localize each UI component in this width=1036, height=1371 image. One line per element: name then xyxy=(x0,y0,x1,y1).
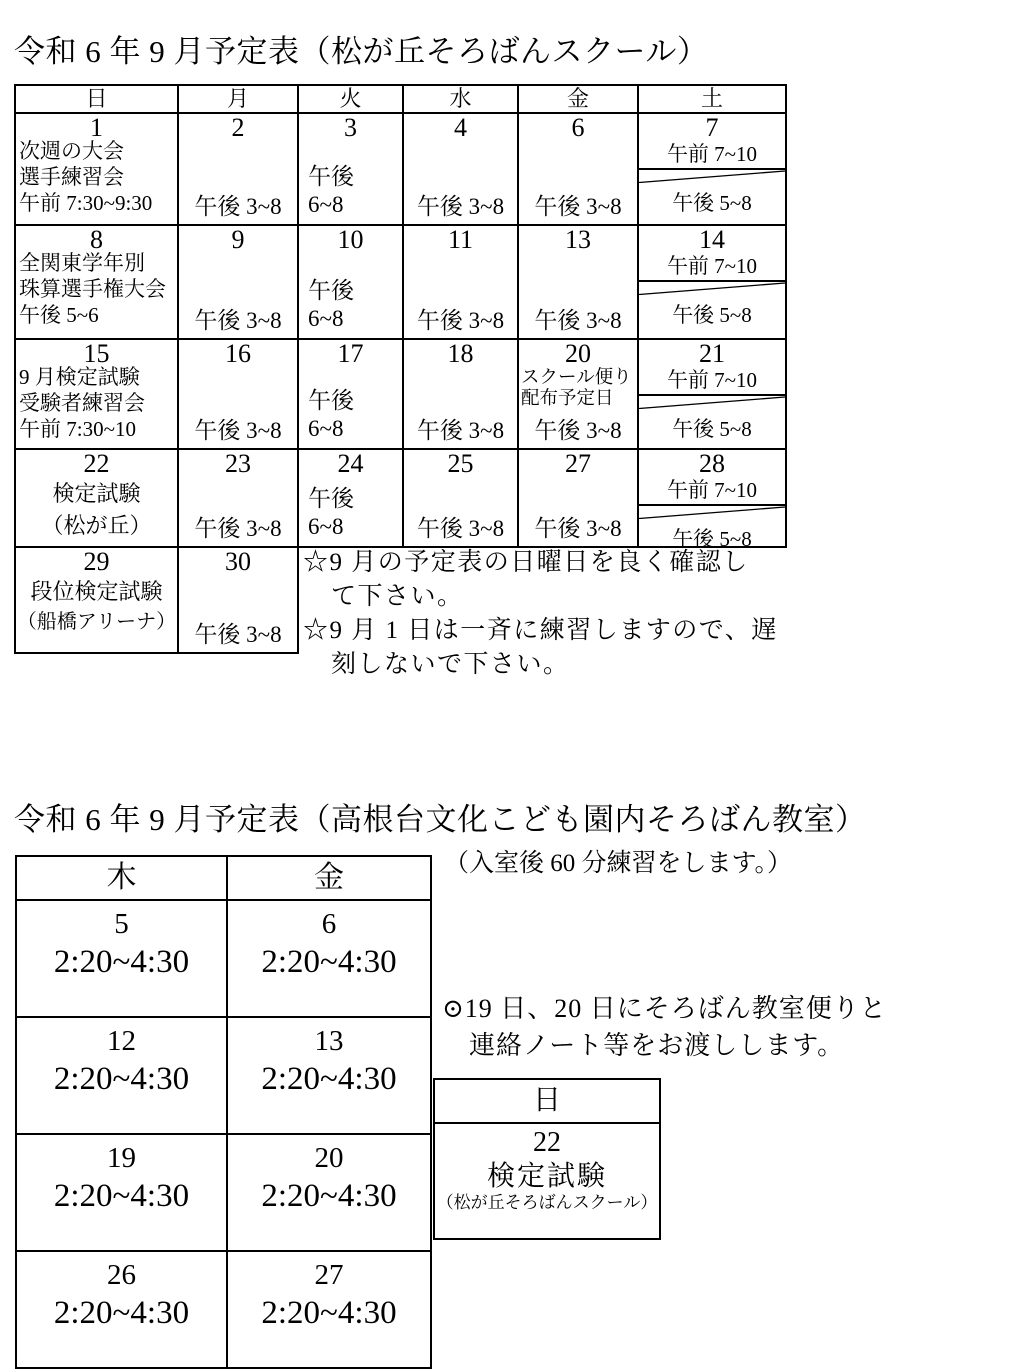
cell-day-25 xyxy=(403,449,518,547)
weekday-header-sun: 日 xyxy=(434,1079,660,1123)
event-line: 受験者練習会 xyxy=(19,391,145,416)
session-time: 2:20~4:30 xyxy=(53,1294,190,1331)
diagonal-slash-icon xyxy=(639,506,785,519)
day-number: 25 xyxy=(447,449,474,478)
diagonal-slash-icon xyxy=(639,170,785,183)
session-time: 6~8 xyxy=(308,416,344,442)
session-time-pm: 午後 5~8 xyxy=(672,303,752,328)
cell-day-30 xyxy=(178,547,298,653)
week-row-4 xyxy=(16,1251,431,1368)
day-number: 21 xyxy=(699,339,725,368)
session-time: 午後 3~8 xyxy=(534,307,622,333)
day-number: 1 xyxy=(90,113,103,142)
session-time: 午後 3~8 xyxy=(534,515,622,541)
cell-day-6 xyxy=(518,113,638,225)
session-time: 6~8 xyxy=(308,306,344,332)
session-time-pm: 午後 5~8 xyxy=(672,191,752,216)
event-line: 9 月検定試験 xyxy=(19,365,140,390)
day-number: 24 xyxy=(337,449,364,478)
mini-sunday-table xyxy=(433,1078,661,1240)
day-number: 6 xyxy=(321,908,337,940)
day-number: 20 xyxy=(565,339,591,368)
weekday-header-fri: 金 xyxy=(518,85,638,113)
session-time: 午後 xyxy=(308,163,354,189)
session-time: 6~8 xyxy=(308,514,344,540)
event-line: スクール便り xyxy=(521,368,632,389)
session-time: 午後 xyxy=(308,387,354,413)
session-time: 午後 3~8 xyxy=(194,193,282,219)
day-number: 27 xyxy=(314,1259,344,1291)
session-time-am: 午前 7~10 xyxy=(639,254,785,282)
cell-day-22-exam xyxy=(434,1123,660,1239)
session-time: 午後 3~8 xyxy=(416,417,505,443)
event-line: 段位検定試験 xyxy=(30,579,163,605)
session-time-am: 午前 7~10 xyxy=(639,368,785,396)
cell-day-20 xyxy=(518,339,638,449)
event-line: 検定試験 xyxy=(52,481,141,507)
day-number: 11 xyxy=(447,225,474,254)
day-number: 3 xyxy=(344,113,357,142)
day-number: 12 xyxy=(107,1025,136,1057)
cell-day-20 xyxy=(227,1134,431,1251)
weekday-header-sat: 土 xyxy=(638,85,786,113)
newsletter-note xyxy=(442,990,887,1064)
week-row-3 xyxy=(16,1134,431,1251)
cell-day-27 xyxy=(518,449,638,547)
session-time: 2:20~4:30 xyxy=(53,1060,190,1097)
weekday-header-row xyxy=(16,856,431,900)
day-number: 2 xyxy=(231,113,245,142)
cell-day-18 xyxy=(403,339,518,449)
notes-section1 xyxy=(303,546,778,682)
session-time: 2:20~4:30 xyxy=(53,1177,190,1214)
day-number: 22 xyxy=(533,1127,561,1158)
day-number: 8 xyxy=(90,225,103,254)
week-row-1 xyxy=(15,113,786,225)
cell-day-28 xyxy=(638,449,786,552)
session-time: 2:20~4:30 xyxy=(261,943,397,980)
cell-day-11 xyxy=(403,225,518,339)
cell-day-10 xyxy=(298,225,403,339)
weekday-header-sun: 日 xyxy=(15,85,178,113)
cell-day-1 xyxy=(15,113,178,225)
cell-day-9 xyxy=(178,225,298,339)
event-line: 検定試験 xyxy=(486,1160,607,1192)
week-row-3 xyxy=(15,339,786,449)
event-line: 次週の大会 xyxy=(19,139,124,164)
event-line: 午後 5~6 xyxy=(19,303,99,328)
session-time: 午後 3~8 xyxy=(534,417,622,443)
event-line: （松が丘そろばんスクール） xyxy=(436,1193,658,1213)
day-number: 30 xyxy=(225,547,251,576)
star-note-line: 刻しないで下さい。 xyxy=(331,651,570,678)
session-time: 午後 3~8 xyxy=(194,307,282,333)
session-time: 午後 3~8 xyxy=(534,193,622,219)
day-number: 23 xyxy=(225,449,251,478)
cell-day-7 xyxy=(638,113,786,225)
day-number: 26 xyxy=(107,1259,136,1291)
day-number: 7 xyxy=(705,113,719,142)
event-line: 午前 7:30~10 xyxy=(19,417,136,442)
event-line: 配布予定日 xyxy=(521,389,614,410)
day-number: 27 xyxy=(565,449,591,478)
star-note-line: ☆9 月 1 日は一斉に練習しますので、遅 xyxy=(303,617,778,644)
day-number: 29 xyxy=(83,547,110,576)
diagonal-slash-icon xyxy=(639,396,785,409)
weekday-header-wed: 水 xyxy=(403,85,518,113)
event-line: 選手練習会 xyxy=(19,165,124,190)
cell-day-21 xyxy=(638,339,786,449)
session-time-am: 午前 7~10 xyxy=(639,478,785,506)
weekday-header-row xyxy=(434,1079,660,1123)
day-number: 15 xyxy=(83,339,110,368)
week-row-4 xyxy=(15,449,786,547)
weekday-header-thu: 木 xyxy=(16,856,227,900)
cell-day-19 xyxy=(16,1134,227,1251)
day-number: 19 xyxy=(107,1142,136,1174)
day-number: 18 xyxy=(447,339,474,368)
week-row-2 xyxy=(15,225,786,339)
day-number: 6 xyxy=(571,113,585,142)
session-time: 2:20~4:30 xyxy=(261,1177,397,1214)
cell-day-24 xyxy=(298,449,403,547)
session-time: 午後 xyxy=(308,485,354,511)
day-number: 13 xyxy=(314,1025,344,1057)
day-number: 9 xyxy=(231,225,245,254)
session-time: 2:20~4:30 xyxy=(261,1294,397,1331)
week-row-2 xyxy=(16,1017,431,1134)
session-time: 午後 3~8 xyxy=(194,515,282,541)
event-line: 午前 7:30~9:30 xyxy=(19,191,153,216)
star-note-line: て下さい。 xyxy=(331,583,464,610)
newsletter-note-line: 連絡ノート等をお渡しします。 xyxy=(469,1031,845,1060)
newsletter-note-line: ⊙19 日、20 日にそろばん教室便りと xyxy=(442,994,887,1023)
section1-title: 令和 6 年 9 月予定表（松が丘そろばんスクール） xyxy=(14,34,709,69)
cell-day-26 xyxy=(16,1251,227,1368)
section2-subtitle: （入室後 60 分練習をします。） xyxy=(444,850,793,877)
cell-day-22 xyxy=(15,449,178,547)
cell-day-3 xyxy=(298,113,403,225)
day-number: 28 xyxy=(699,449,725,478)
session-time: 午後 3~8 xyxy=(416,193,505,219)
session-time: 2:20~4:30 xyxy=(53,943,190,980)
cell-day-8 xyxy=(15,225,178,339)
cell-day-17 xyxy=(298,339,403,449)
cell-day-4 xyxy=(403,113,518,225)
day-number: 22 xyxy=(83,449,110,478)
event-line: （船橋アリーナ） xyxy=(16,610,177,633)
event-line: （松が丘） xyxy=(41,512,152,538)
cell-day-13 xyxy=(518,225,638,339)
session-time: 午後 3~8 xyxy=(194,417,282,443)
cell-day-14 xyxy=(638,225,786,339)
cell-day-6 xyxy=(227,900,431,1017)
session-time-pm: 午後 5~8 xyxy=(672,527,752,552)
weekday-header-fri: 金 xyxy=(227,856,431,900)
cell-day-5 xyxy=(16,900,227,1017)
day-number: 17 xyxy=(337,339,364,368)
session-time: 午後 3~8 xyxy=(416,515,505,541)
weekday-header-mon: 月 xyxy=(178,85,298,113)
week-row xyxy=(434,1123,660,1239)
session-time: 午後 3~8 xyxy=(416,307,505,333)
star-note-line: ☆9 月の予定表の日曜日を良く確認し xyxy=(303,549,749,576)
day-number: 20 xyxy=(314,1142,344,1174)
diagonal-slash-icon xyxy=(639,282,785,295)
event-line: 珠算選手権大会 xyxy=(19,277,166,302)
session-time: 午後 xyxy=(308,277,354,303)
weekday-header-row xyxy=(15,85,786,113)
day-number: 5 xyxy=(114,908,129,940)
day-number: 14 xyxy=(699,225,725,254)
day-number: 4 xyxy=(454,113,467,142)
day-number: 16 xyxy=(225,339,251,368)
day-number: 10 xyxy=(337,225,364,254)
cell-day-23 xyxy=(178,449,298,547)
session-time: 2:20~4:30 xyxy=(261,1060,397,1097)
session-time: 午後 3~8 xyxy=(194,621,282,647)
cell-day-16 xyxy=(178,339,298,449)
day-number: 13 xyxy=(565,225,591,254)
cell-day-27 xyxy=(227,1251,431,1368)
session-time: 6~8 xyxy=(308,192,344,218)
schedule-table-takanedai xyxy=(15,855,432,1369)
cell-day-13 xyxy=(227,1017,431,1134)
session-time-am: 午前 7~10 xyxy=(639,142,785,170)
cell-day-12 xyxy=(16,1017,227,1134)
weekday-header-tue: 火 xyxy=(298,85,403,113)
week-row-1 xyxy=(16,900,431,1017)
session-time-pm: 午後 5~8 xyxy=(672,417,752,442)
cell-day-2 xyxy=(178,113,298,225)
cell-day-15 xyxy=(15,339,178,449)
event-line: 全関東学年別 xyxy=(19,251,145,276)
cell-day-29 xyxy=(15,547,178,653)
section2-title: 令和 6 年 9 月予定表（高根台文化こども園内そろばん教室） xyxy=(14,802,867,837)
